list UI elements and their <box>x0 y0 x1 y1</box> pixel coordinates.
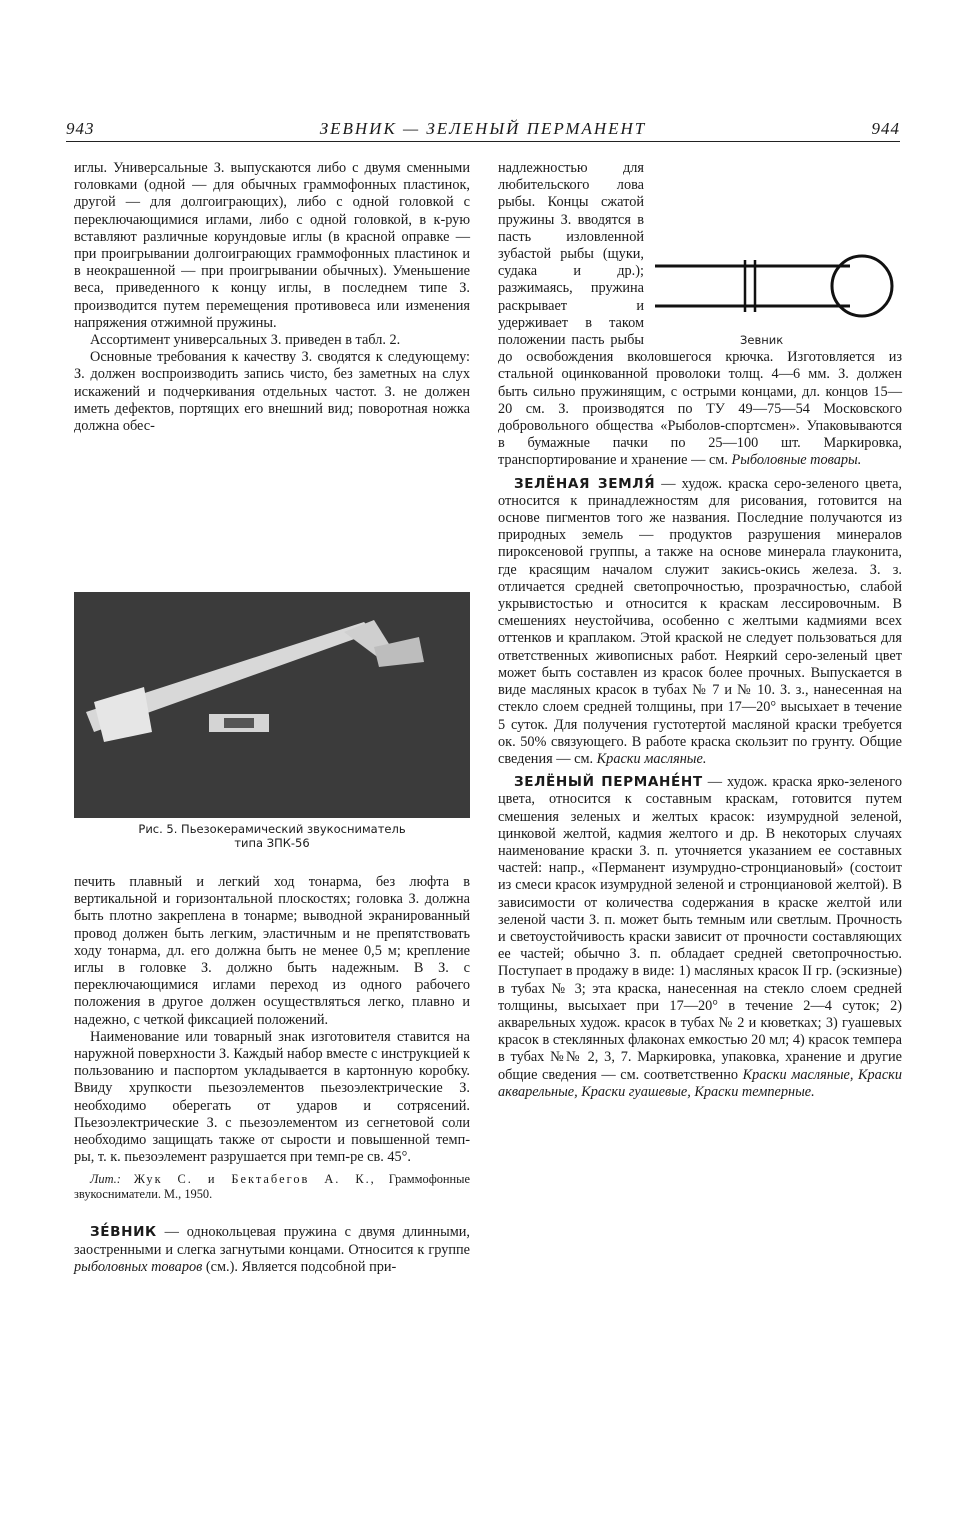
entry-term: ЗЕ́ВНИК <box>90 1224 157 1241</box>
page-header <box>66 117 900 142</box>
pickup-photo <box>74 592 470 818</box>
left-column-bottom <box>74 874 470 1276</box>
right-column <box>498 160 902 1101</box>
entry-zeleny-permanent: ЗЕЛЁНЫЙ ПЕРМАНЕ́НТ — худож. краска ярко-зеленого цвета, относится к составным краскам, готовится путем смешения зеленых и желтых красок: изумрудной зеленой, цинковой желтой, кадмия желтого и др. В некоторых случаях наименование краски З. п. уточняется указанием ее составных частей: напр., «Перманент изумрудно-стронциановый» (состоит из смеси красок изумрудной зеленой и стронциановой желтой). В зависимости от количества содержания в краске желтой или зеленой части З. п. может быть темным или светлым. Прочность и светоустойчивость краски зависит от прочности составляющих ее частей; обычно З. п. обладает средней светопрочностью. Поступает в продажу в виде: 1) масляных красок II гр. (эскизные) в тубах № 3; эта краска, нанесенная на стекло слоем средней толщины, высыхает при 17—20° в течение 2—4 суток; 2) акварельных худож. красок в тубах № 2 и кюветках; 3) гуашевых красок в стеклянных флаконах емкостью 20 мл; 4) красок темпера в тубах №№ 2, 3, 7. Маркировка, упаковка, хранение и другие общие сведения — см. соответственно Краски масляные, Краски акварельные, Краски гуашевые, Краски темперные. <box>498 774 903 1100</box>
pickup-image <box>74 592 470 818</box>
cross-reference: рыболовных товаров <box>74 1258 203 1275</box>
page-number-left: 943 <box>66 119 95 138</box>
entry-term: ЗЕЛЁНЫЙ ПЕРМАНЕ́НТ <box>514 774 703 791</box>
running-title: ЗЕВНИК — ЗЕЛЕНЫЙ ПЕРМАНЕНТ <box>319 119 647 138</box>
literature-note: Лит.: Жук С. и Бектабегов А. К., Граммофонные звукосниматели. М., 1950. <box>74 1172 470 1202</box>
paragraph: надлежностью для любительского лова рыбы. Концы сжатой пружины З. вводятся в пасть изловленной зубастой рыбы (щуки, судака и др.); разжимаясь, пружина раскрывает и удерживает в таком положении пасть рыбы до освобождения вколовшегося крючка. Изготовляется из стальной оцинкованной проволоки толщ. 4—6 мм. З. должен быть сильно пружинящим, с острыми концами, дл. концов 15—20 см. З. производятся по ТУ 49—75—54 Московского добровольного общества «Рыболов-спортсмен». Упаковываются в бумажные пачки по 25—100 шт. Маркировка, транспортирование и хранение — см. Рыболовные товары. <box>498 160 902 469</box>
entry-zelenaya-zemlya: ЗЕЛЁНАЯ ЗЕМЛЯ́ — худож. краска серо-зеленого цвета, относится к принадлежностям для рисования, готовится на основе пигментов того же названия. Последние получаются из природных земель — продуктов разрушения минералов пироксеновой группы, а также на основе минерала глауконита, где красящим началом служит закись-окись железа. З. з. отличается средней светопрочностью, прозрачностью, слабой укрывистостью и относится к краскам лессировочным. В смешениях неустойчива, особенно с желтыми кадмиями всех оттенков и краплаком. Этой краской не следует пользоваться для ответственных живописных работ. Неяркий серо-зеленый цвет может быть составлен из красок более прочных. Выпускается в виде масляных красок в тубах № 7 и № 10. З. з., нанесенная на стекло слоем средней толщины, при 17—20° высыхает в течение 5 суток. Для получения густотертой масляной краски требуется ок. 50% связующего. В работе краска скользит по грунту. Общие сведения — см. Краски масляные. <box>498 475 903 767</box>
cross-reference: Рыболовные товары. <box>731 452 862 469</box>
left-column-top <box>74 160 470 435</box>
paragraph: Ассортимент универсальных З. приведен в табл. 2. <box>90 332 401 349</box>
page-number-right: 944 <box>871 119 900 138</box>
entry-zevnik: ЗЕ́ВНИК — однокольцевая пружина с двумя длинными, заостренными и слегка загнутыми концами. Относится к группе рыболовных товаров (см.). Является подсобной при- <box>74 1224 470 1275</box>
paragraph: Наименование или товарный знак изготовителя ставится на наружной поверхности З. Каждый набор вместе с инструкцией к пользованию и паспортом укладывается в картонную коробку. Ввиду хрупкости пьезоэлементов пьезоэлектрические З. необходимо оберегать от ударов и сотрясений. Пьезоэлектрические З. с пьезоэлементом из сегнетовой соли необходимо защищать также от сырости и повышенной темп-ры, т. к. пьезоэлемент разрушается при темп-ре св. 45°. <box>74 1028 470 1166</box>
cross-reference: Краски масляные. <box>596 750 707 767</box>
cross-reference: Краски масляные, Краски акварельные, Краски гуашевые, Краски темперные. <box>498 1066 903 1100</box>
paragraph: печить плавный и легкий ход тонарма, без люфта в вертикальной и горизонтальной плоскостях; головка З. должна быть плотно закреплена в тонарме; выводной экранированный провод должен быть легким, эластичным и не препятствовать ходу тонарма, дл. его должна быть не менее 0,5 м; крепление иглы в головке З. должно быть надежным. В З. с переключающимися иглами переход из одного рабочего положения в другое должен осуществляться легко, плавно и надежно, с четкой фиксацией положений. <box>74 874 470 1028</box>
figure-caption: Рис. 5. Пьезокерамический звукосниматель типа ЗПК-56 <box>138 822 406 850</box>
zevnik-figure-caption: Зевник <box>740 333 784 347</box>
entry-term: ЗЕЛЁНАЯ ЗЕМЛЯ́ <box>514 475 656 492</box>
paragraph: иглы. Универсальные З. выпускаются либо с двумя сменными головками (одной — для обычных граммофонных пластинок, другой — для долгоиграющих), либо с одной головкой с переключающимися иглами, либо с одной головкой, в к-рую вставляют различные корундовые иглы (в красной оправке — при проигрывании долгоиграющих граммофонных пластинок и в неокрашенной — при проигрывании обычных). Уменьшение веса, приведенного к концу иглы, в последнем типе З. производится путем перемещения противовеса или изменения напряжения отжимной пружины. <box>74 160 470 331</box>
paragraph: Основные требования к качеству З. сводятся к следующему: З. должен воспроизводить запись чисто, без заметных на слух искажений и подчеркивания отдельных частот. З. не должен иметь дефектов, портящих его внешний вид; поворотная ножка должна обес- <box>74 349 470 435</box>
